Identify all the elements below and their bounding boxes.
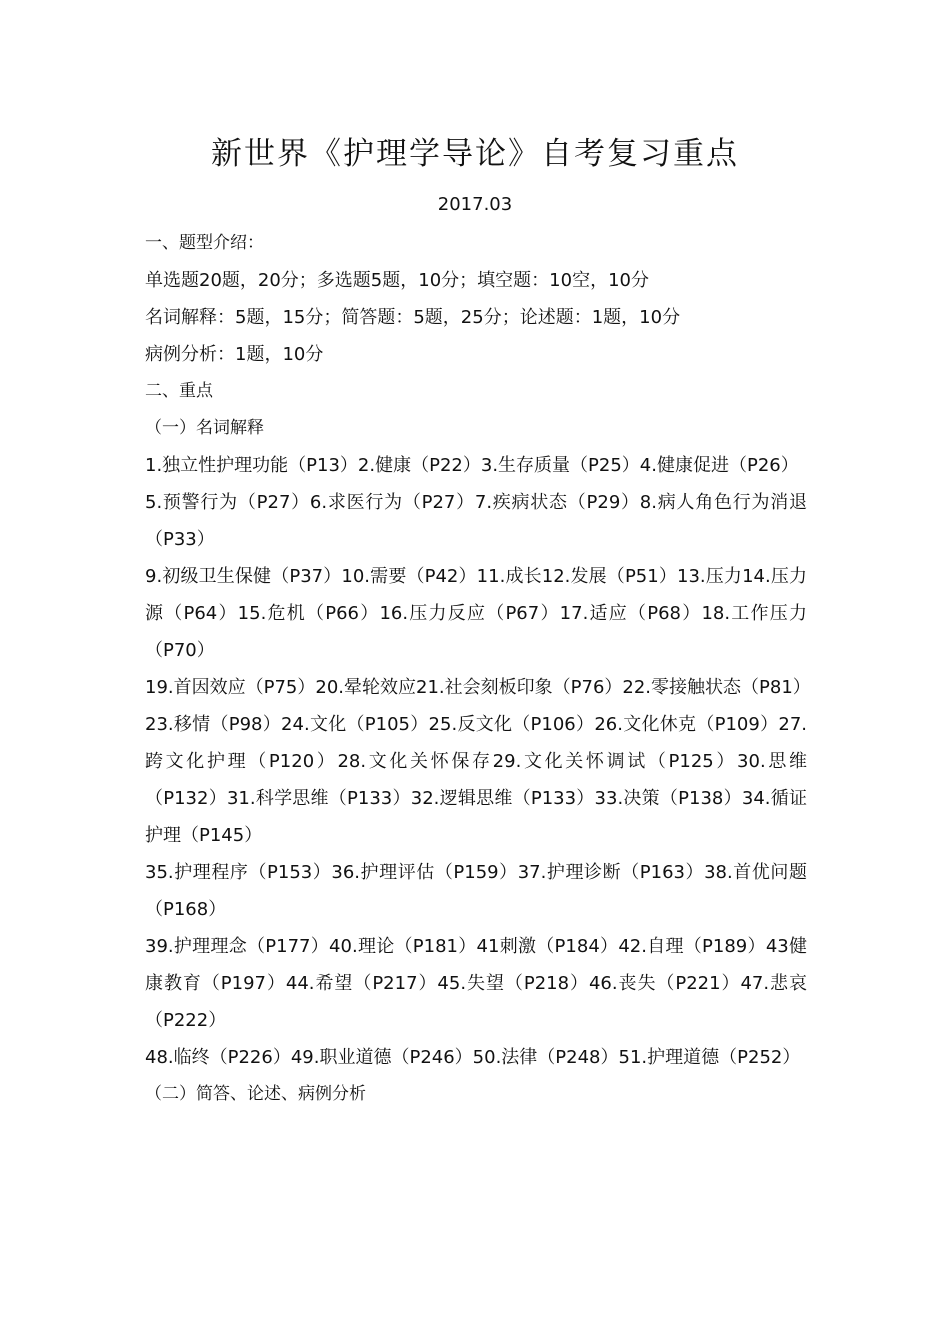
section-heading-key-points: 二、重点 [145, 381, 213, 401]
section-heading-question-types: 一、题型介绍： [145, 233, 264, 253]
document-body [145, 225, 811, 1113]
question-type-line: 病例分析：1题，10分 [145, 344, 324, 365]
question-type-line: 单选题20题，20分；多选题5题，10分；填空题：10空，10分 [145, 270, 649, 291]
term-list-paragraph: 35.护理程序（P153）36.护理评估（P159）37.护理诊断（P163）38.首优问题（P168） [145, 862, 807, 920]
term-list-paragraph: 23.移情（P98）24.文化（P105）25.反文化（P106）26.文化休克（P109）27.跨文化护理（P120）28.文化关怀保存29.文化关怀调试（P125）30.思维（P132）31.科学思维（P133）32.逻辑思维（P133）33.决策（P138）34.循证护理（P145） [145, 714, 807, 846]
document-date: 2017.03 [437, 194, 513, 215]
subsection-heading-terms: （一）名词解释 [145, 418, 264, 438]
term-list-paragraph: 48.临终（P226）49.职业道德（P246）50.法律（P248）51.护理道德（P252） [145, 1047, 801, 1068]
term-list-paragraph: 5.预警行为（P27）6.求医行为（P27）7.疾病状态（P29）8.病人角色行为消退（P33） [145, 492, 807, 550]
question-type-line: 名词解释：5题，15分；简答题：5题，25分；论述题：1题，10分 [145, 307, 681, 328]
term-list-paragraph: 9.初级卫生保健（P37）10.需要（P42）11.成长12.发展（P51）13.压力14.压力源（P64）15.危机（P66）16.压力反应（P67）17.适应（P68）18.工作压力（P70） [145, 566, 807, 661]
document-title: 新世界《护理学导论》自考复习重点 [211, 136, 739, 172]
term-list-paragraph: 19.首因效应（P75）20.晕轮效应21.社会刻板印象（P76）22.零接触状态（P81） [145, 677, 811, 698]
term-list-paragraph: 39.护理理念（P177）40.理论（P181）41刺激（P184）42.自理（P189）43健康教育（P197）44.希望（P217）45.失望（P218）46.丧失（P221）47.悲哀（P222） [145, 936, 807, 1031]
subsection-heading-short-answer: （二）简答、论述、病例分析 [145, 1084, 366, 1104]
term-list-paragraph: 1.独立性护理功能（P13）2.健康（P22）3.生存质量（P25）4.健康促进（P26） [145, 455, 799, 476]
